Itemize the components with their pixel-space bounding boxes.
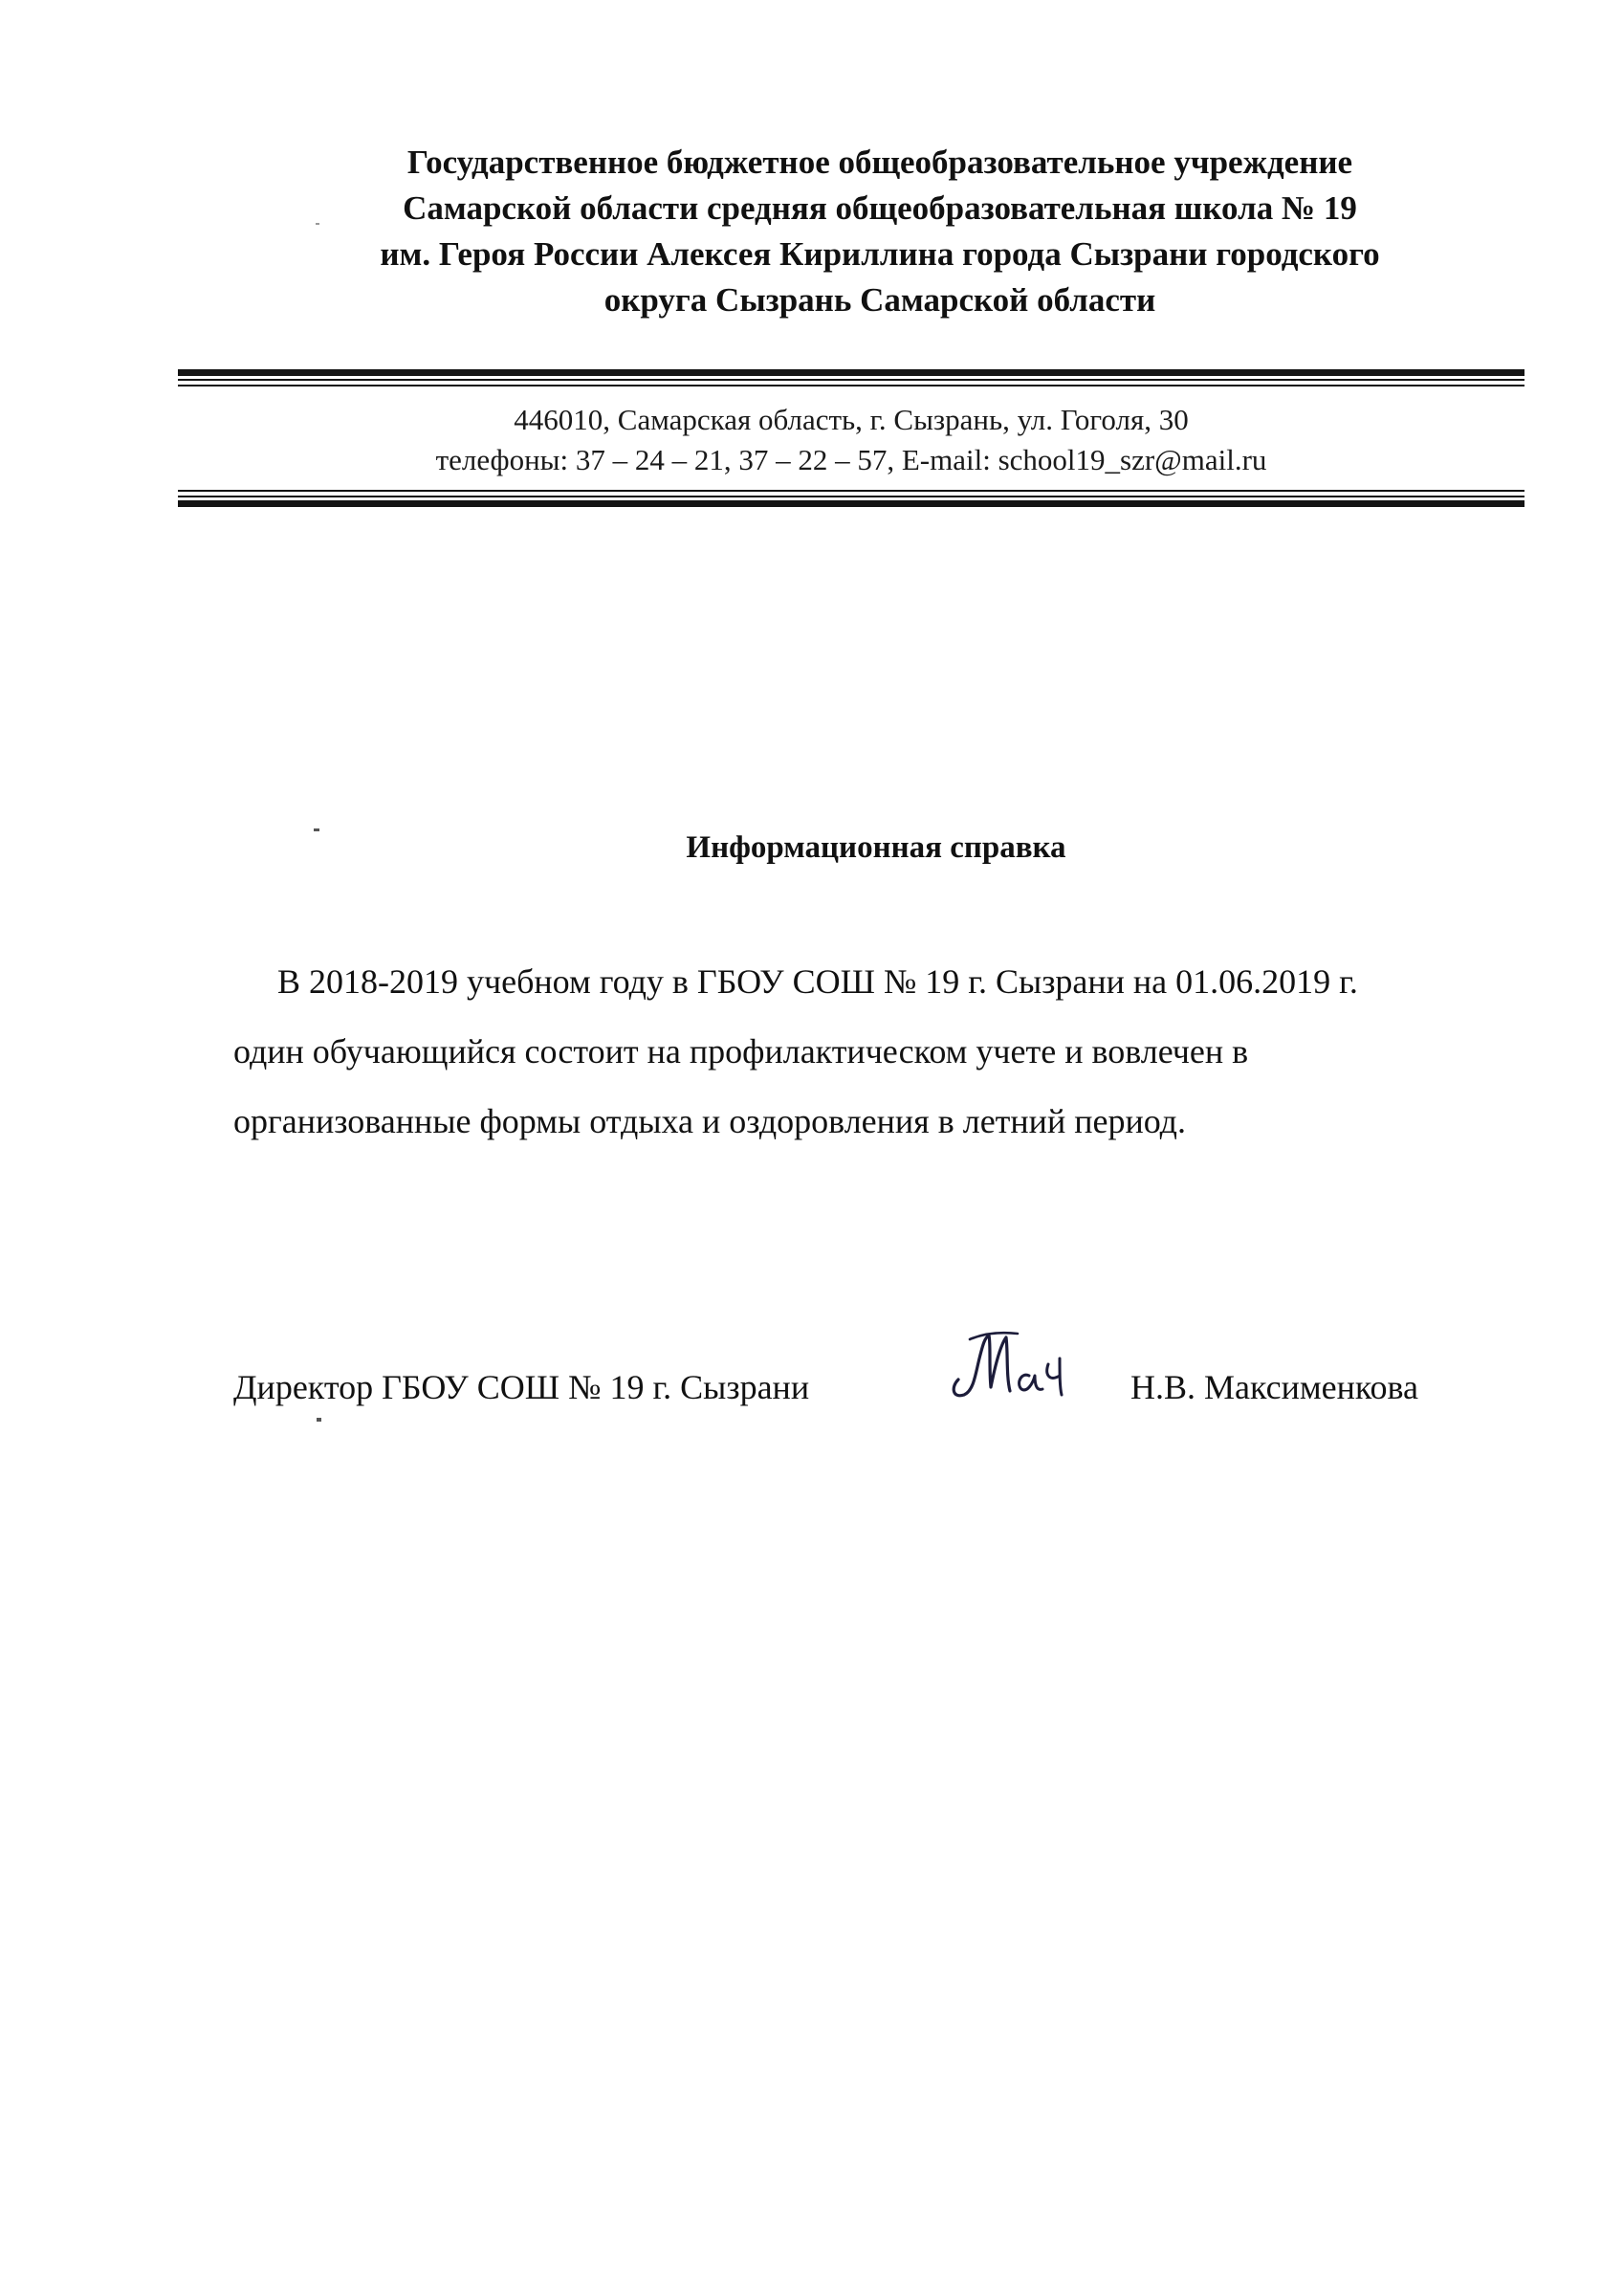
document-title: Информационная справка (686, 830, 1066, 865)
institution-name (172, 140, 1588, 323)
scan-speck (316, 223, 319, 225)
header-rule-top (178, 369, 1524, 386)
contact-block (178, 400, 1524, 480)
signature-row (233, 1349, 1591, 1425)
body-line-2: один обучающийся состоит на профилактическом учете и вовлечен в (233, 1032, 1249, 1071)
body-line-3: организованные формы отдыха и оздоровления в летний период. (233, 1102, 1186, 1140)
document-body (233, 947, 1591, 1157)
body-line-1: В 2018-2019 учебном году в ГБОУ СОШ № 19 г. Сызрани на 01.06.2019 г. (277, 962, 1358, 1001)
institution-name-line-4: округа Сызрань Самарской области (603, 281, 1156, 319)
scan-speck (317, 1418, 321, 1422)
signer-position: Директор ГБОУ СОШ № 19 г. Сызрани (233, 1368, 810, 1406)
handwritten-signature (941, 1320, 1085, 1416)
institution-name-line-1: Государственное бюджетное общеобразовательное учреждение (406, 144, 1353, 181)
signer-name: Н.В. Максименкова (1130, 1368, 1419, 1406)
institution-name-line-3: им. Героя России Алексея Кириллина города Сызрани городского (380, 235, 1380, 273)
phones-line: телефоны: 37 – 24 – 21, 37 – 22 – 57, E-mail: school19_szr@mail.ru (435, 443, 1267, 476)
address-line: 446010, Самарская область, г. Сызрань, ул. Гоголя, 30 (514, 403, 1189, 436)
scan-speck (314, 828, 319, 831)
header-rule-bottom (178, 490, 1524, 507)
institution-name-line-2: Самарской области средняя общеобразовательная школа № 19 (403, 189, 1357, 227)
